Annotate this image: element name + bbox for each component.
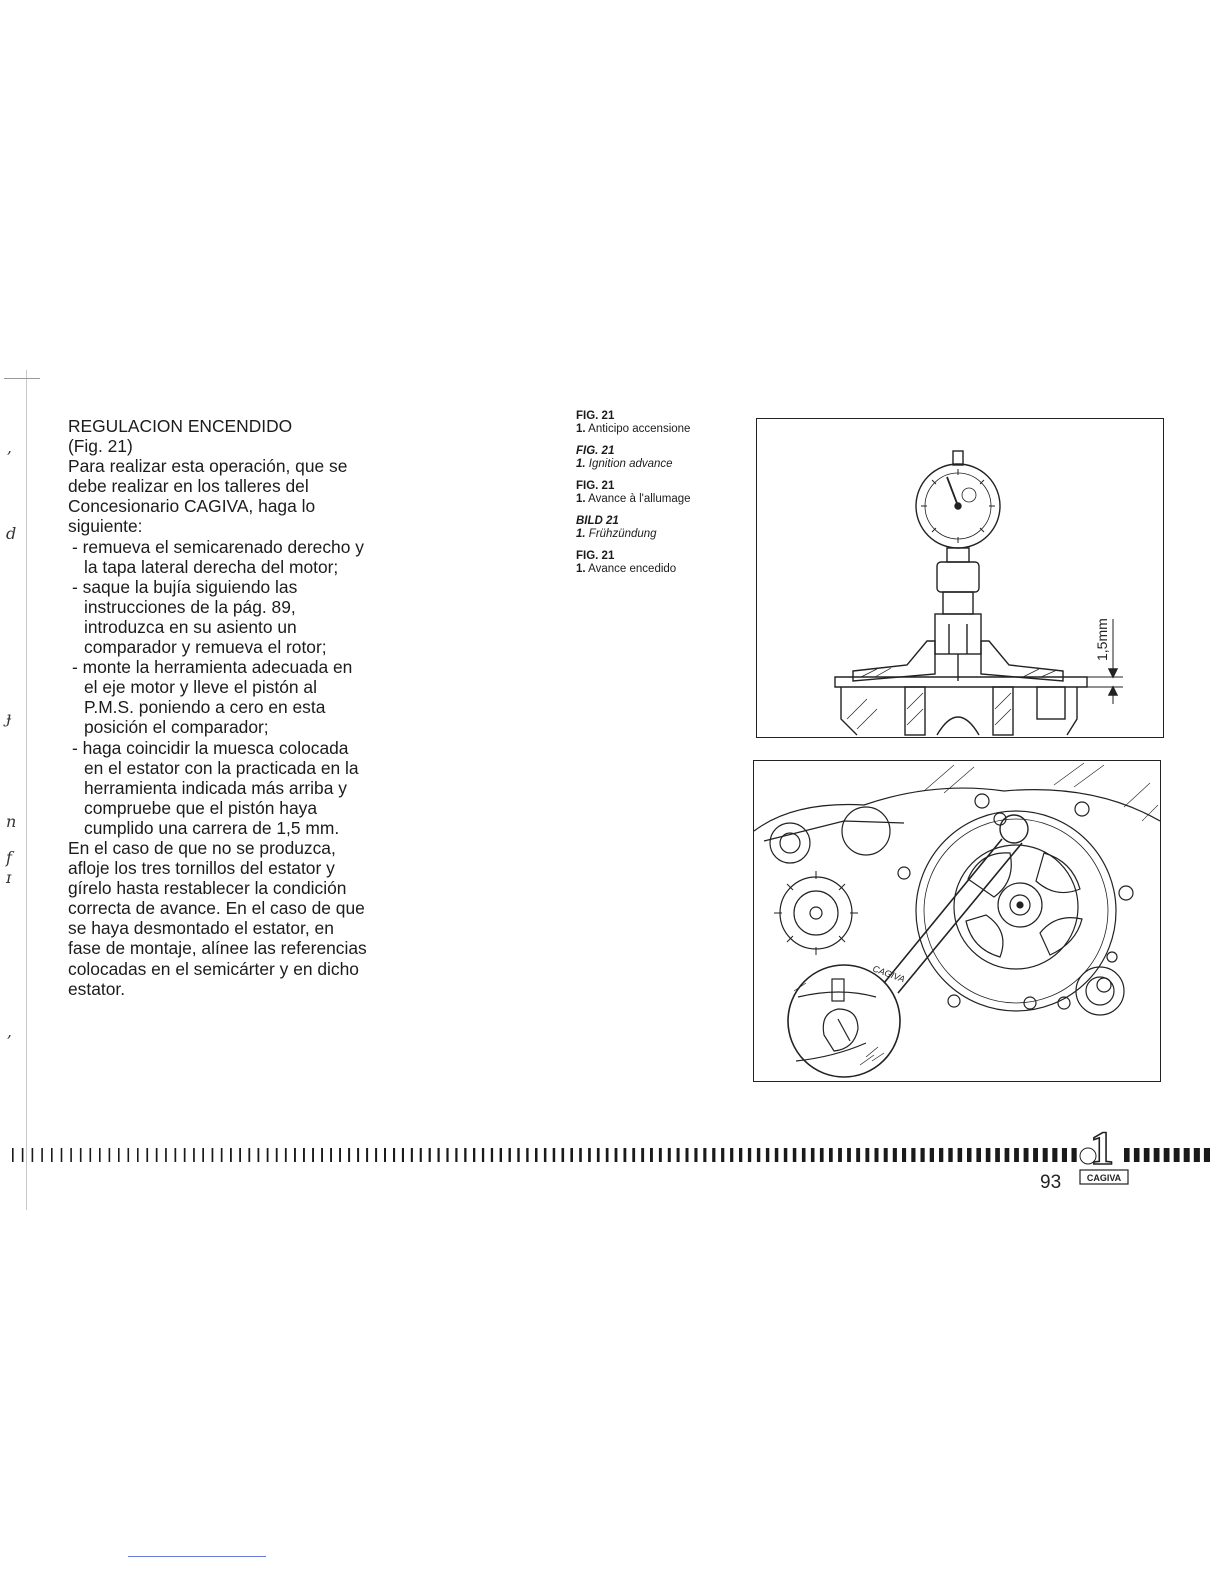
strip-bar: [544, 1148, 547, 1162]
strip-bar: [875, 1148, 879, 1162]
steps-list: [68, 537, 368, 838]
caption-fig-label: FIG. 21: [576, 550, 615, 562]
strip-bar: [517, 1148, 519, 1162]
strip-bar: [248, 1148, 250, 1162]
strip-bar: [921, 1148, 925, 1162]
strip-bar: [330, 1148, 332, 1162]
margin-mark: ɪ: [6, 868, 12, 887]
strip-bar: [1134, 1148, 1140, 1162]
strip-bar: [118, 1148, 120, 1162]
strip-bar: [847, 1148, 851, 1162]
strip-bar: [1184, 1148, 1190, 1162]
strip-bar: [1033, 1148, 1038, 1162]
strip-bar: [615, 1148, 618, 1162]
left-binding-margin: [0, 350, 40, 1220]
strip-bar: [535, 1148, 538, 1162]
strip-bar: [321, 1148, 323, 1162]
strip-bar: [446, 1148, 448, 1162]
measurement-label: 1,5mm: [1094, 618, 1110, 661]
strip-bar: [766, 1148, 769, 1162]
strip-bar: [1052, 1148, 1057, 1162]
strip-bar: [90, 1148, 92, 1162]
stator-illustration: [754, 761, 1160, 1081]
strip-bar: [193, 1148, 195, 1162]
strip-bar: [276, 1148, 278, 1162]
strip-bar: [668, 1148, 671, 1162]
strip-bar: [491, 1148, 493, 1162]
strip-bar: [109, 1148, 111, 1162]
step-item: - remueva el semicarenado derecho y la tapa lateral derecha del motor;: [72, 536, 364, 577]
strip-bar: [165, 1148, 167, 1162]
section-body: [68, 416, 368, 999]
strip-bar: [1154, 1148, 1160, 1162]
margin-tick: [4, 378, 40, 379]
strip-bar: [294, 1148, 296, 1162]
strip-bar: [606, 1148, 609, 1162]
strip-bar: [312, 1148, 314, 1162]
strip-bar: [500, 1148, 502, 1162]
strip-bar: [976, 1148, 981, 1162]
strip-bar: [357, 1148, 359, 1162]
step-item: - monte la herramienta adecuada en el eje motor y lleve el pistón al P.M.S. poniendo a cero en esta posición el comparador;: [72, 657, 353, 738]
strip-bar: [482, 1148, 484, 1162]
strip-bar: [146, 1148, 148, 1162]
strip-bar: [793, 1148, 797, 1162]
strip-bar: [802, 1148, 806, 1162]
strip-bar: [588, 1148, 591, 1162]
strip-bar: [384, 1148, 386, 1162]
strip-bar: [80, 1148, 82, 1162]
strip-bar: [455, 1148, 457, 1162]
strip-bar: [393, 1148, 395, 1162]
strip-bar: [156, 1148, 158, 1162]
strip-bar: [509, 1148, 511, 1162]
strip-bar: [811, 1148, 815, 1162]
logo-text: CAGIVA: [1086, 1173, 1122, 1183]
footer-rule: [128, 1556, 266, 1557]
caption-fig-label: FIG. 21: [576, 445, 615, 457]
cagiva-logo: [1066, 1120, 1130, 1196]
strip-bar: [902, 1148, 906, 1162]
step-item: - saque la bujía siguiendo las instrucciones de la pág. 89, introduzca en su asiento un comparador y remueva el rotor;: [72, 576, 327, 658]
logo-numeral: 1: [1090, 1122, 1114, 1175]
caption-text: Ignition advance: [588, 458, 673, 470]
strip-bar: [1024, 1148, 1029, 1162]
strip-bar: [967, 1148, 972, 1162]
strip-bar: [694, 1148, 697, 1162]
strip-bar: [624, 1148, 627, 1162]
caption-num: 1.: [576, 423, 586, 435]
strip-bar: [526, 1148, 528, 1162]
margin-mark: d: [6, 524, 17, 543]
strip-bar: [820, 1148, 824, 1162]
strip-bar: [22, 1148, 24, 1162]
strip-bar: [784, 1148, 788, 1162]
strip-bar: [1204, 1148, 1210, 1162]
strip-bar: [366, 1148, 368, 1162]
strip-bar: [650, 1148, 653, 1162]
strip-bar: [137, 1148, 139, 1162]
strip-bar: [838, 1148, 842, 1162]
section-title: REGULACION ENCENDIDO: [68, 416, 293, 436]
strip-bar: [32, 1148, 34, 1162]
strip-bar: [1005, 1148, 1010, 1162]
strip-bar: [411, 1148, 413, 1162]
caption-french: [576, 480, 746, 506]
strip-bar: [856, 1148, 860, 1162]
caption-german: [576, 515, 746, 541]
strip-bar: [239, 1148, 241, 1162]
strip-bar: [1164, 1148, 1170, 1162]
caption-text: Frühzündung: [588, 528, 657, 540]
strip-bar: [348, 1148, 350, 1162]
margin-mark: f: [6, 848, 12, 867]
strip-bar: [930, 1148, 934, 1162]
strip-bar: [285, 1148, 287, 1162]
strip-bar: [986, 1148, 991, 1162]
strip-bar: [375, 1148, 377, 1162]
caption-text: Avance encedido: [588, 563, 677, 575]
step-item: - haga coincidir la muesca colocada en el estator con la practicada en la herramienta indicada más arriba y compruebe que el pistón haya cumplido una carrera de 1,5 mm.: [72, 737, 359, 838]
strip-bar: [1043, 1148, 1048, 1162]
strip-bar: [429, 1148, 431, 1162]
margin-line: [26, 370, 27, 1210]
strip-bar: [12, 1148, 14, 1162]
strip-bar: [641, 1148, 644, 1162]
intro-paragraph: Para realizar esta operación, que se debe realizar en los talleres del Concesionario CAGIVA, haga lo siguiente:: [68, 456, 348, 537]
strip-bar: [99, 1148, 101, 1162]
strip-bar: [184, 1148, 186, 1162]
strip-bar: [61, 1148, 63, 1162]
strip-bar: [553, 1148, 556, 1162]
strip-bar: [438, 1148, 440, 1162]
strip-bar: [911, 1148, 915, 1162]
margin-mark: n: [6, 812, 17, 831]
page-number: 93: [1040, 1172, 1062, 1193]
strip-bar: [212, 1148, 214, 1162]
strip-bar: [948, 1148, 952, 1162]
caption-num: 1.: [576, 528, 586, 540]
strip-bar: [464, 1148, 466, 1162]
strip-bar: [597, 1148, 600, 1162]
strip-bar: [258, 1148, 260, 1162]
margin-mark: ʼ: [6, 1032, 12, 1051]
figure-reference: (Fig. 21): [68, 436, 133, 457]
strip-bar: [703, 1148, 706, 1162]
figure-captions: [576, 410, 746, 585]
strip-bar: [829, 1148, 833, 1162]
strip-bar: [1144, 1148, 1150, 1162]
strip-bar: [730, 1148, 733, 1162]
strip-bar: [339, 1148, 341, 1162]
strip-bar: [579, 1148, 582, 1162]
strip-bar: [712, 1148, 715, 1162]
strip-bar: [420, 1148, 422, 1162]
strip-bar: [41, 1148, 43, 1162]
caption-italian: [576, 410, 746, 436]
strip-bar: [884, 1148, 888, 1162]
strip-bar: [739, 1148, 742, 1162]
caption-num: 1.: [576, 493, 586, 505]
strip-bar: [402, 1148, 404, 1162]
margin-mark: ʼ: [6, 448, 12, 467]
strip-bar: [677, 1148, 680, 1162]
strip-bar: [1174, 1148, 1180, 1162]
strip-bar: [562, 1148, 565, 1162]
strip-bar: [757, 1148, 760, 1162]
caption-fig-label: FIG. 21: [576, 410, 615, 422]
dial-indicator-illustration: [757, 419, 1163, 737]
strip-bar: [51, 1148, 53, 1162]
strip-bar: [303, 1148, 305, 1162]
caption-num: 1.: [576, 458, 586, 470]
caption-num: 1.: [576, 563, 586, 575]
caption-text: Anticipo accensione: [588, 423, 691, 435]
strip-bar: [893, 1148, 897, 1162]
outro-paragraph: En el caso de que no se produzca, afloje los tres tornillos del estator y gírelo hasta restablecer la condición correcta de avance. En el caso de que se haya desmontado el estator, en fase de montaje, alínee las referencias colocadas en el semicárter y en dicho estator.: [68, 837, 367, 999]
caption-spanish: [576, 550, 746, 576]
strip-bar: [958, 1148, 963, 1162]
strip-bar: [128, 1148, 130, 1162]
stator-figure: [753, 760, 1161, 1082]
strip-bar: [721, 1148, 724, 1162]
strip-bar: [230, 1148, 232, 1162]
strip-bar: [686, 1148, 689, 1162]
strip-bar: [202, 1148, 204, 1162]
caption-text: Avance à l'allumage: [588, 493, 691, 505]
stator-brand-label: CAGIVA: [871, 963, 907, 985]
dial-indicator-figure: [756, 418, 1164, 738]
strip-bar: [632, 1148, 635, 1162]
strip-bar: [995, 1148, 1000, 1162]
strip-bar: [939, 1148, 943, 1162]
strip-bar: [659, 1148, 662, 1162]
caption-english: [576, 445, 746, 471]
decorative-bar-strip: [12, 1142, 1212, 1166]
strip-bar: [865, 1148, 869, 1162]
strip-bar: [473, 1148, 475, 1162]
strip-bar: [775, 1148, 779, 1162]
caption-fig-label: BILD 21: [576, 515, 619, 527]
strip-bar: [267, 1148, 269, 1162]
strip-bar: [221, 1148, 223, 1162]
caption-fig-label: FIG. 21: [576, 480, 615, 492]
strip-bar: [570, 1148, 573, 1162]
strip-bar: [175, 1148, 177, 1162]
strip-bar: [1194, 1148, 1200, 1162]
strip-bar: [1014, 1148, 1019, 1162]
strip-bar: [70, 1148, 72, 1162]
margin-mark: ɟ: [6, 708, 12, 727]
strip-bar: [748, 1148, 751, 1162]
